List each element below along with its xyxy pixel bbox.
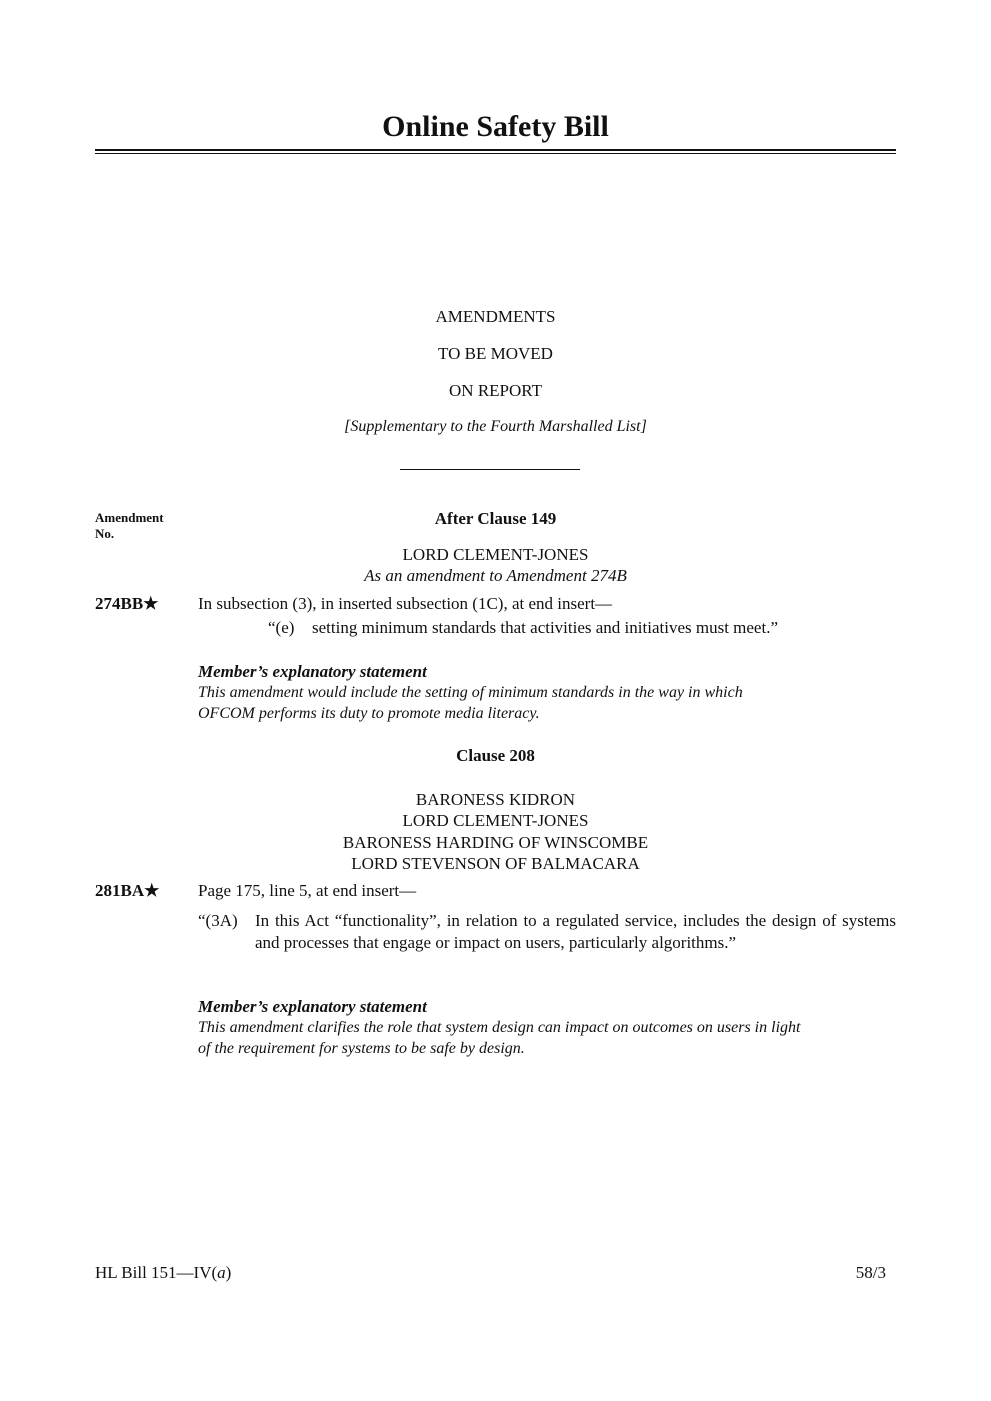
cover-line-1: AMENDMENTS xyxy=(435,307,556,326)
divider xyxy=(400,469,580,470)
insert-tag: “(3A) xyxy=(198,911,238,930)
page-number: 58/3 xyxy=(855,1263,886,1282)
statement-line: OFCOM performs its duty to promote media literacy. xyxy=(198,705,540,722)
bill-ref-suffix: ) xyxy=(225,1263,232,1282)
statement-line: of the requirement for systems to be safe by design. xyxy=(198,1040,525,1057)
insert-text: In this Act “functionality”, in relation to a regulated service, includes the design of systems and processes that engage or impact on users, particularly algorithms.” xyxy=(255,911,896,952)
section-heading: Clause 208 xyxy=(456,746,535,765)
statement-line: This amendment would include the setting of minimum standards in the way in which xyxy=(198,684,743,701)
title-rule xyxy=(95,149,896,151)
cover-line-2: TO BE MOVED xyxy=(438,344,553,363)
member-name: LORD CLEMENT-JONES xyxy=(402,811,589,830)
member-name: BARONESS HARDING OF WINSCOMBE xyxy=(342,833,649,852)
document-title: Online Safety Bill xyxy=(382,110,609,143)
statement-line: This amendment clarifies the role that system design can impact on outcomes on users in light xyxy=(198,1019,801,1036)
insert-text: setting minimum standards that activities and initiatives must meet.” xyxy=(312,618,778,637)
amendment-instruction: In subsection (3), in inserted subsection (1C), at end insert— xyxy=(198,594,613,613)
bill-reference xyxy=(95,1263,231,1283)
section-heading: After Clause 149 xyxy=(434,509,557,528)
supplementary-note: [Supplementary to the Fourth Marshalled List] xyxy=(344,418,647,435)
member-name: LORD CLEMENT-JONES xyxy=(402,545,589,564)
insert-tag: “(e) xyxy=(268,618,295,637)
amendment-number-label: Amendment No. xyxy=(95,510,164,541)
bill-ref-italic: a xyxy=(217,1263,226,1282)
member-name: BARONESS KIDRON xyxy=(415,790,576,809)
statement-heading: Member’s explanatory statement xyxy=(198,662,427,681)
member-name: LORD STEVENSON OF BALMACARA xyxy=(351,854,640,873)
amendment-note: As an amendment to Amendment 274B xyxy=(364,566,627,585)
cover-line-3: ON REPORT xyxy=(449,381,542,400)
amendment-number: 274BB★ xyxy=(95,594,159,613)
title-rule-thin xyxy=(95,153,896,154)
statement-heading: Member’s explanatory statement xyxy=(198,997,427,1016)
amendment-number: 281BA★ xyxy=(95,881,160,900)
amendment-instruction: Page 175, line 5, at end insert— xyxy=(198,881,417,900)
bill-ref-text: HL Bill 151—IV( xyxy=(95,1263,218,1282)
